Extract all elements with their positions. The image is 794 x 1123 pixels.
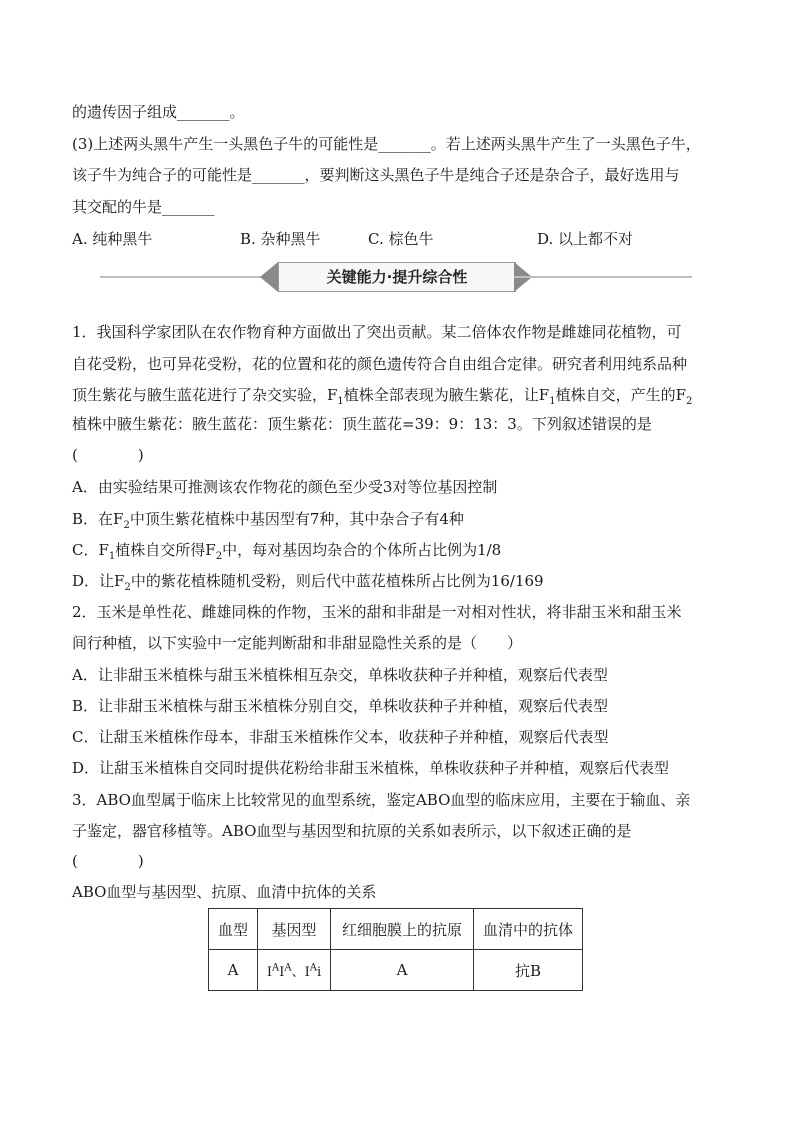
q1-line: 1．我国科学家团队在农作物育种方面做出了突出贡献。某二倍体农作物是雌雄同花植物，可 — [72, 323, 682, 341]
option-d: D. 以上都不对 — [537, 230, 634, 248]
abo-table — [208, 908, 583, 991]
option-c: C. 棕色牛 — [368, 230, 434, 248]
header-genotype: 基因型 — [258, 909, 331, 950]
header-blood-type: 血型 — [209, 909, 258, 950]
q2-option-c: C．让甜玉米植株作母本，非甜玉米植株作父本，收获种子并种植，观察后代表型 — [72, 728, 609, 746]
text-line: 的遗传因子组成_______。 — [72, 103, 245, 121]
banner-rule-right — [514, 276, 692, 278]
table-row — [209, 950, 583, 991]
option-b: B. 杂种黑牛 — [240, 230, 321, 248]
cell-antigen: A — [331, 950, 474, 991]
section-title: 关键能力·提升综合性 — [278, 262, 516, 292]
q3-line: 子鉴定，器官移植等。ABO血型与基因型和抗原的关系如表所示，以下叙述正确的是 — [72, 822, 632, 840]
table-header-row — [209, 909, 583, 950]
cell-antibody: 抗B — [474, 950, 583, 991]
cell-genotype: $I^AI^A$、$I^Ai$ — [258, 950, 331, 991]
text-line: (3)上述两头黑牛产生一头黑色子牛的可能性是_______。若上述两头黑牛产生了一头黑色子牛， — [72, 135, 701, 153]
banner-rule-left — [100, 276, 278, 278]
q3-answer-blank: ( ) — [72, 852, 144, 870]
q1-line: 顶生紫花与腋生蓝花进行了杂交实验，$F_1$植株全部表现为腋生紫花，让$F_1$植株自交，产生的$F_2$ — [72, 386, 693, 407]
q1-answer-blank: ( ) — [72, 446, 144, 464]
q1-line: 植株中腋生紫花：腋生蓝花：顶生紫花：顶生蓝花=39：9：13：3。下列叙述错误的是 — [72, 415, 652, 433]
q1-option-a: A．由实验结果可推测该农作物花的颜色至少受3对等位基因控制 — [72, 478, 498, 496]
banner-wedge-left — [260, 262, 278, 292]
q3-options — [72, 228, 722, 248]
q1-option-b: B．在$F_2$中顶生紫花植株中基因型有7种，其中杂合子有4种 — [72, 510, 464, 531]
q1-option-d: D．让$F_2$中的紫花植株随机受粉，则后代中蓝花植株所占比例为16/169 — [72, 572, 544, 593]
section-banner — [100, 262, 692, 292]
q1-option-c: C．$F_1$植株自交所得$F_2$中，每对基因均杂合的个体所占比例为1/8 — [72, 541, 502, 562]
text-line: 该子牛为纯合子的可能性是_______，要判断这头黑色子牛是纯合子还是杂合子，最好选用与 — [72, 166, 680, 184]
q1-line: 自花受粉，也可异花受粉，花的位置和花的颜色遗传符合自由组合定律。研究者利用纯系品种 — [72, 355, 688, 373]
q2-line: 2．玉米是单性花、雌雄同株的作物，玉米的甜和非甜是一对相对性状，将非甜玉米和甜玉米 — [72, 603, 682, 621]
q2-line: 间行种植，以下实验中一定能判断甜和非甜显隐性关系的是（ ） — [72, 634, 523, 652]
header-antibody: 血清中的抗体 — [474, 909, 583, 950]
table-caption: ABO血型与基因型、抗原、血清中抗体的关系 — [72, 883, 377, 901]
text-line: 其交配的牛是_______ — [72, 198, 215, 216]
q2-option-b: B．让非甜玉米植株与甜玉米植株分别自交，单株收获种子并种植，观察后代表型 — [72, 697, 609, 715]
q3-line: 3．ABO血型属于临床上比较常见的血型系统，鉴定ABO血型的临床应用，主要在于输血、亲 — [72, 791, 691, 809]
q2-option-a: A．让非甜玉米植株与甜玉米植株相互杂交，单株收获种子并种植，观察后代表型 — [72, 666, 608, 684]
option-a: A. 纯种黑牛 — [72, 230, 153, 248]
q2-option-d: D．让甜玉米植株自交同时提供花粉给非甜玉米植株，单株收获种子并种植，观察后代表型 — [72, 759, 670, 777]
header-antigen: 红细胞膜上的抗原 — [331, 909, 474, 950]
cell-blood-type: A — [209, 950, 258, 991]
